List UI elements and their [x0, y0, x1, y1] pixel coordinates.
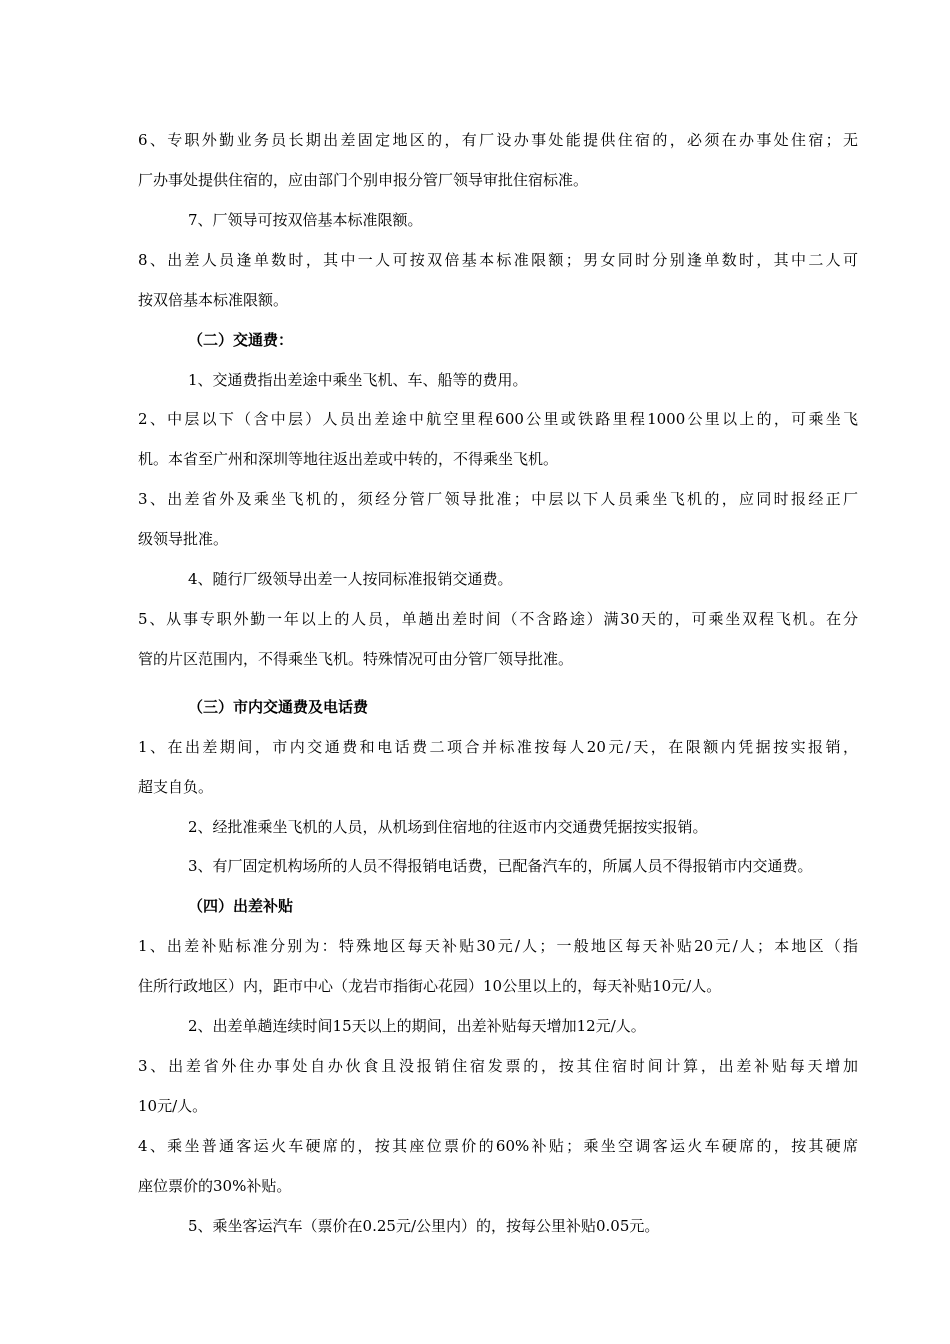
item-7: 7、厂领导可按双倍基本标准限额。: [188, 211, 423, 229]
section-2-item-3-line-1: 3、出差省外及乘坐飞机的，须经分管厂领导批准；中层以下人员乘坐飞机的，应同时报经正厂: [138, 490, 858, 508]
section-2-item-1: 1、交通费指出差途中乘坐飞机、车、船等的费用。: [188, 371, 528, 389]
section-4-item-3-line-1: 3、出差省外住办事处自办伙食且没报销住宿发票的，按其住宿时间计算，出差补贴每天增加: [138, 1057, 858, 1075]
section-2-item-2-line-2: 机。本省至广州和深圳等地往返出差或中转的，不得乘坐飞机。: [138, 450, 559, 468]
item-8-line-2: 按双倍基本标准限额。: [138, 291, 289, 309]
section-4-item-5: 5、乘坐客运汽车（票价在0.25元/公里内）的，按每公里补贴0.05元。: [188, 1217, 660, 1235]
section-3-heading: （三）市内交通费及电话费: [188, 698, 369, 716]
section-2-heading: （二）交通费：: [188, 331, 294, 349]
section-3-item-1-line-2: 超支自负。: [138, 778, 214, 796]
section-4-heading: （四）出差补贴: [188, 897, 294, 915]
section-4-item-4-line-2: 座位票价的30%补贴。: [138, 1177, 292, 1195]
section-4-item-1-line-1: 1、出差补贴标准分别为：特殊地区每天补贴30元/人；一般地区每天补贴20元/人；本地区（指: [138, 937, 858, 955]
item-8-line-1: 8、出差人员逢单数时，其中一人可按双倍基本标准限额；男女同时分别逢单数时，其中二人可: [138, 251, 858, 269]
section-4-item-1-line-2: 住所行政地区）内，距市中心（龙岩市指街心花园）10公里以上的，每天补贴10元/人。: [138, 977, 722, 995]
section-4-item-4-line-1: 4、乘坐普通客运火车硬席的，按其座位票价的60%补贴；乘坐空调客运火车硬席的，按其硬席: [138, 1137, 858, 1155]
section-2-item-5-line-1: 5、从事专职外勤一年以上的人员，单趟出差时间（不含路途）满30天的，可乘坐双程飞机。在分: [138, 610, 858, 628]
section-3-item-3: 3、有厂固定机构场所的人员不得报销电话费，已配备汽车的，所属人员不得报销市内交通费。: [188, 857, 813, 875]
item-6-line-2: 厂办事处提供住宿的，应由部门个别申报分管厂领导审批住宿标准。: [138, 171, 589, 189]
section-3-item-1-line-1: 1、在出差期间，市内交通费和电话费二项合并标准按每人20元/天，在限额内凭据按实报销，: [138, 738, 858, 756]
section-2-item-3-line-2: 级领导批准。: [138, 530, 229, 548]
item-6-line-1: 6、专职外勤业务员长期出差固定地区的，有厂设办事处能提供住宿的，必须在办事处住宿；无: [138, 131, 858, 149]
section-4-item-2: 2、出差单趟连续时间15天以上的期间，出差补贴每天增加12元/人。: [188, 1017, 646, 1035]
section-3-item-2: 2、经批准乘坐飞机的人员，从机场到住宿地的往返市内交通费凭据按实报销。: [188, 818, 708, 836]
section-2-item-4: 4、随行厂级领导出差一人按同标准报销交通费。: [188, 570, 513, 588]
section-2-item-5-line-2: 管的片区范围内，不得乘坐飞机。特殊情况可由分管厂领导批准。: [138, 650, 574, 668]
section-4-item-3-line-2: 10元/人。: [138, 1097, 208, 1115]
section-2-item-2-line-1: 2、中层以下（含中层）人员出差途中航空里程600公里或铁路里程1000公里以上的，可乘坐飞: [138, 410, 858, 428]
